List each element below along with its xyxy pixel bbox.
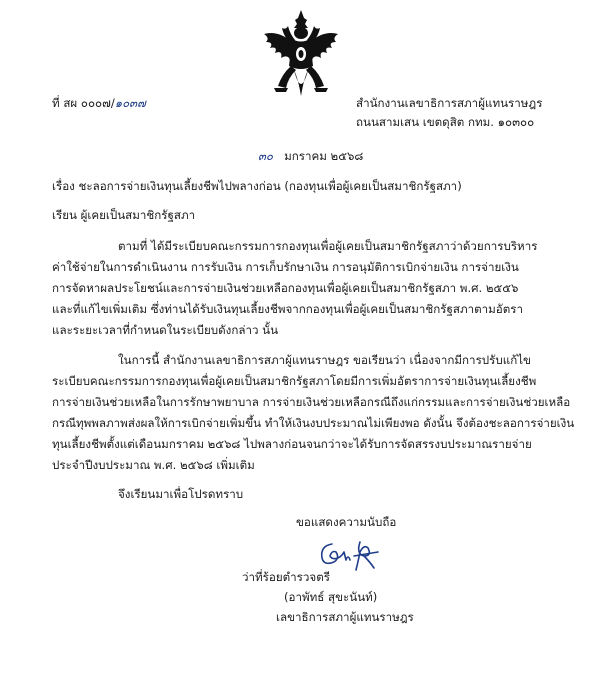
paragraph-2-line: ทุนเลี้ยงชีพตั้งแต่เดือนมกราคม ๒๕๖๘ ไปพลางก่อนจนกว่าจะได้รับการจัดสรรงบประมาณรายจ่าย [52, 437, 532, 451]
handwritten-signature [316, 538, 388, 572]
paragraph-1-line: ค่าใช้จ่ายในการดำเนินงาน การรับเงิน การเก็บรักษาเงิน การอนุมัติการเบิกจ่ายเงิน การจ่ายเงิน [52, 260, 519, 274]
garuda-emblem-icon [258, 8, 344, 104]
letter-date [258, 148, 363, 164]
paragraph-1-line: การจัดหาผลประโยชน์และการจ่ายเงินช่วยเหลือกองทุนเพื่อผู้เคยเป็นสมาชิกรัฐสภา พ.ศ. ๒๕๕๖ [52, 281, 519, 295]
reference-line [52, 95, 146, 111]
reference-label: ที่ สผ ๐๐๐๗/ [52, 96, 115, 110]
letter-subject: เรื่อง ชะลอการจ่ายเงินทุนเลี้ยงชีพไปพลางก่อน (กองทุนเพื่อผู้เคยเป็นสมาชิกรัฐสภา) [52, 179, 462, 193]
date-day: ๓๐ [258, 149, 274, 163]
letter-recipient: เรียน ผู้เคยเป็นสมาชิกรัฐสภา [52, 208, 196, 222]
paragraph-2-line: ในการนี้ สำนักงานเลขาธิการสภาผู้แทนราษฎร ขอเรียนว่า เนื่องจากมีการปรับแก้ไข [118, 353, 531, 367]
reference-number: ๑๐๓๗ [114, 96, 146, 110]
closing-salutation: ขอแสดงความนับถือ [296, 515, 397, 529]
paragraph-2-line: ระเบียบคณะกรรมการกองทุนเพื่อผู้เคยเป็นสมาชิกรัฐสภาโดยมีการเพิ่มอัตราการจ่ายเงินทุนเลี้ยงชีพ [52, 374, 537, 388]
paragraph-1-line: ตามที่ ได้มีระเบียบคณะกรรมการกองทุนเพื่อผู้เคยเป็นสมาชิกรัฐสภาว่าด้วยการบริหาร [118, 239, 538, 253]
paragraph-2-line: การจ่ายเงินช่วยเหลือในการรักษาพยาบาล การจ่ายเงินช่วยเหลือกรณีถึงแก่กรรมและการจ่ายเงินช่วยเหลือ [52, 395, 571, 409]
sender-office: สำนักงานเลขาธิการสภาผู้แทนราษฎร [356, 96, 543, 110]
sender-address: ถนนสามเสน เขตดุสิต กทม. ๑๐๓๐๐ [356, 115, 535, 129]
signer-rank: ว่าที่ร้อยตำรวจตรี [242, 570, 330, 584]
paragraph-2-line: กรณีทุพพลภาพส่งผลให้การเบิกจ่ายเพิ่มขึ้น ทำให้เงินงบประมาณไม่เพียงพอ ดังนั้น จึงต้องชะลอการจ่ายเงิน [52, 416, 575, 430]
signer-name: (อาพัทธ์ สุขะนันท์) [284, 590, 378, 604]
paragraph-1-line: และระยะเวลาที่กำหนดในระเบียบดังกล่าว นั้น [52, 323, 279, 337]
date-month-year: มกราคม ๒๕๖๘ [284, 149, 364, 163]
closing-request: จึงเรียนมาเพื่อโปรดทราบ [118, 487, 244, 501]
signer-title: เลขาธิการสภาผู้แทนราษฎร [276, 610, 414, 624]
paragraph-1-line: และที่แก้ไขเพิ่มเติม ซึ่งท่านได้รับเงินทุนเลี้ยงชีพจากกองทุนเพื่อผู้เคยเป็นสมาชิกรัฐสภาตามอัตรา [52, 302, 524, 316]
paragraph-2-line: ประจำปีงบประมาณ พ.ศ. ๒๕๖๘ เพิ่มเติม [52, 458, 255, 472]
